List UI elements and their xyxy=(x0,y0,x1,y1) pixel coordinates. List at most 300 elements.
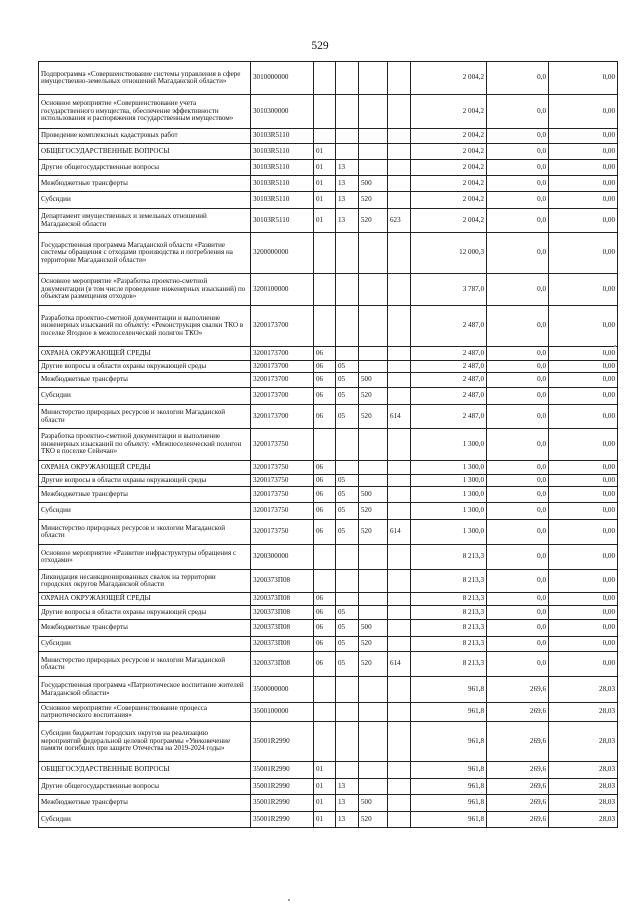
row-name: Другие общегосударственные вопросы xyxy=(39,160,251,176)
row-approved: 8 213,3 xyxy=(411,593,487,606)
row-percent: 28,03 xyxy=(549,779,618,795)
row-approved: 2 004,2 xyxy=(411,95,487,129)
table-row xyxy=(39,373,618,388)
row-percent: 0,00 xyxy=(549,274,618,306)
row-expense-type xyxy=(359,160,388,176)
row-executed: 269,6 xyxy=(487,795,549,812)
row-approved: 2 487,0 xyxy=(411,405,487,429)
row-approved: 2 004,2 xyxy=(411,176,487,192)
row-percent: 0,00 xyxy=(549,209,618,233)
row-section: 06 xyxy=(314,487,336,503)
row-section xyxy=(314,129,336,144)
row-subsection xyxy=(336,233,359,274)
row-grbs xyxy=(388,703,411,722)
row-name: Другие вопросы в области охраны окружающей среды xyxy=(39,361,251,373)
row-section: 01 xyxy=(314,779,336,795)
row-section: 06 xyxy=(314,361,336,373)
row-name: Субсидии xyxy=(39,192,251,209)
row-section: 01 xyxy=(314,160,336,176)
row-executed: 0,0 xyxy=(487,652,549,677)
row-grbs xyxy=(388,677,411,703)
row-percent: 0,00 xyxy=(549,520,618,545)
row-name: ОБЩЕГОСУДАРСТВЕННЫЕ ВОПРОСЫ xyxy=(39,762,251,779)
table-row xyxy=(39,722,618,762)
row-percent: 0,00 xyxy=(549,347,618,361)
row-code: 30103R5110 xyxy=(251,129,314,144)
row-code: 35001R2990 xyxy=(251,795,314,812)
row-expense-type: 520 xyxy=(359,652,388,677)
row-expense-type: 520 xyxy=(359,405,388,429)
row-grbs xyxy=(388,503,411,520)
row-grbs xyxy=(388,388,411,405)
row-subsection: 05 xyxy=(336,405,359,429)
row-grbs: 614 xyxy=(388,405,411,429)
row-section: 01 xyxy=(314,192,336,209)
row-approved: 961,8 xyxy=(411,703,487,722)
row-expense-type: 520 xyxy=(359,520,388,545)
row-executed: 0,0 xyxy=(487,160,549,176)
row-percent: 0,00 xyxy=(549,461,618,475)
row-percent: 0,00 xyxy=(549,545,618,570)
row-approved: 2 487,0 xyxy=(411,361,487,373)
row-expense-type: 500 xyxy=(359,795,388,812)
row-expense-type xyxy=(359,95,388,129)
row-approved: 12 000,3 xyxy=(411,233,487,274)
row-approved: 2 004,2 xyxy=(411,209,487,233)
row-code: 3200173750 xyxy=(251,487,314,503)
row-executed: 0,0 xyxy=(487,620,549,637)
row-subsection: 05 xyxy=(336,620,359,637)
table-row xyxy=(39,347,618,361)
row-name: Подпрограмма «Совершенствование системы управления в сфере имущественно-земельных отношений Магаданской области» xyxy=(39,62,251,95)
row-expense-type xyxy=(359,545,388,570)
row-name: Другие вопросы в области охраны окружающей среды xyxy=(39,606,251,620)
row-grbs xyxy=(388,487,411,503)
row-subsection xyxy=(336,62,359,95)
row-grbs xyxy=(388,461,411,475)
row-section xyxy=(314,233,336,274)
row-name: Государственная программа «Патриотическое воспитание жителей Магаданской области» xyxy=(39,677,251,703)
row-approved: 961,8 xyxy=(411,812,487,828)
row-grbs xyxy=(388,795,411,812)
row-expense-type: 520 xyxy=(359,388,388,405)
table-row xyxy=(39,620,618,637)
row-code: 30103R5110 xyxy=(251,192,314,209)
row-subsection: 05 xyxy=(336,503,359,520)
row-subsection xyxy=(336,129,359,144)
row-expense-type xyxy=(359,62,388,95)
row-approved: 961,8 xyxy=(411,762,487,779)
row-executed: 0,0 xyxy=(487,475,549,487)
row-executed: 0,0 xyxy=(487,347,549,361)
row-name: Основное мероприятие «Совершенствование процесса патриотического воспитания» xyxy=(39,703,251,722)
table-row xyxy=(39,361,618,373)
row-name: ОХРАНА ОКРУЖАЮЩЕЙ СРЕДЫ xyxy=(39,347,251,361)
row-grbs xyxy=(388,144,411,160)
row-expense-type xyxy=(359,593,388,606)
row-percent: 0,00 xyxy=(549,637,618,652)
row-approved: 1 300,0 xyxy=(411,520,487,545)
row-approved: 1 300,0 xyxy=(411,429,487,461)
row-subsection: 05 xyxy=(336,606,359,620)
row-code: 3200100000 xyxy=(251,274,314,306)
row-name: Межбюджетные трансферты xyxy=(39,795,251,812)
row-section: 06 xyxy=(314,593,336,606)
row-name: Субсидии бюджетам городских округов на реализацию мероприятий федеральной целевой программы «Увековечение памяти погибших при защите Отечества на 2019-2024 годы» xyxy=(39,722,251,762)
row-approved: 2 004,2 xyxy=(411,160,487,176)
row-subsection xyxy=(336,593,359,606)
row-approved: 2 004,2 xyxy=(411,129,487,144)
row-code: 3200373П08 xyxy=(251,570,314,593)
row-approved: 8 213,3 xyxy=(411,545,487,570)
table-row xyxy=(39,503,618,520)
row-code: 3200300000 xyxy=(251,545,314,570)
row-percent: 0,00 xyxy=(549,405,618,429)
row-subsection: 13 xyxy=(336,812,359,828)
row-code: 3200173750 xyxy=(251,503,314,520)
table-row xyxy=(39,762,618,779)
row-subsection xyxy=(336,306,359,347)
table-row xyxy=(39,461,618,475)
row-expense-type: 500 xyxy=(359,373,388,388)
row-expense-type xyxy=(359,703,388,722)
row-name: Основное мероприятие «Разработка проектно-сметной документации (в том числе проведение инженерных изысканий) по объектам размещения отходов» xyxy=(39,274,251,306)
row-code: 3200173700 xyxy=(251,347,314,361)
row-section xyxy=(314,306,336,347)
table-row xyxy=(39,475,618,487)
row-name: Субсидии xyxy=(39,637,251,652)
row-approved: 8 213,3 xyxy=(411,652,487,677)
table-row xyxy=(39,176,618,192)
scan-speck xyxy=(614,345,616,347)
row-percent: 0,00 xyxy=(549,95,618,129)
row-executed: 0,0 xyxy=(487,487,549,503)
row-expense-type xyxy=(359,606,388,620)
row-executed: 0,0 xyxy=(487,606,549,620)
row-grbs: 614 xyxy=(388,520,411,545)
row-percent: 0,00 xyxy=(549,652,618,677)
row-executed: 269,6 xyxy=(487,722,549,762)
row-grbs xyxy=(388,62,411,95)
row-approved: 961,8 xyxy=(411,722,487,762)
row-subsection xyxy=(336,703,359,722)
row-subsection xyxy=(336,429,359,461)
row-name: Разработка проектно-сметной документации и выполнение инженерных изысканий по объекту: «Реконструкция свалки ТКО в поселке Ягодное в межпоселенческий полигон ТКО» xyxy=(39,306,251,347)
table-row xyxy=(39,606,618,620)
row-section: 06 xyxy=(314,503,336,520)
row-percent: 28,03 xyxy=(549,762,618,779)
row-executed: 269,6 xyxy=(487,703,549,722)
table-row xyxy=(39,779,618,795)
row-name: Межбюджетные трансферты xyxy=(39,176,251,192)
row-grbs xyxy=(388,274,411,306)
table-row xyxy=(39,795,618,812)
row-executed: 0,0 xyxy=(487,95,549,129)
row-grbs xyxy=(388,429,411,461)
row-code: 35001R2990 xyxy=(251,722,314,762)
table-row xyxy=(39,812,618,828)
row-percent: 0,00 xyxy=(549,160,618,176)
row-name: Другие вопросы в области охраны окружающей среды xyxy=(39,475,251,487)
row-code: 30103R5110 xyxy=(251,176,314,192)
row-section xyxy=(314,677,336,703)
row-expense-type: 520 xyxy=(359,637,388,652)
row-subsection: 05 xyxy=(336,388,359,405)
budget-table xyxy=(38,61,618,828)
row-expense-type xyxy=(359,722,388,762)
row-code: 3200173750 xyxy=(251,429,314,461)
row-subsection xyxy=(336,274,359,306)
row-executed: 269,6 xyxy=(487,779,549,795)
row-name: Министерство природных ресурсов и экологии Магаданской области xyxy=(39,520,251,545)
table-body xyxy=(39,62,618,828)
row-section: 06 xyxy=(314,388,336,405)
row-subsection: 05 xyxy=(336,487,359,503)
table-row xyxy=(39,429,618,461)
row-grbs: 623 xyxy=(388,209,411,233)
table-row xyxy=(39,405,618,429)
row-executed: 0,0 xyxy=(487,176,549,192)
row-executed: 0,0 xyxy=(487,503,549,520)
row-approved: 2 487,0 xyxy=(411,347,487,361)
row-grbs xyxy=(388,192,411,209)
row-percent: 28,03 xyxy=(549,722,618,762)
row-approved: 2 004,2 xyxy=(411,62,487,95)
row-percent: 0,00 xyxy=(549,570,618,593)
row-code: 3200173700 xyxy=(251,388,314,405)
row-name: ОХРАНА ОКРУЖАЮЩЕЙ СРЕДЫ xyxy=(39,593,251,606)
row-percent: 0,00 xyxy=(549,593,618,606)
row-code: 3200373П08 xyxy=(251,620,314,637)
row-section: 06 xyxy=(314,461,336,475)
row-expense-type: 500 xyxy=(359,620,388,637)
row-percent: 28,03 xyxy=(549,812,618,828)
row-expense-type xyxy=(359,144,388,160)
row-section xyxy=(314,274,336,306)
row-name: Разработка проектно-сметной документации и выполнение инженерных изысканий по объекту: «Межпоселенческий полигон ТКО в поселке Сейнчан» xyxy=(39,429,251,461)
row-name: Другие общегосударственные вопросы xyxy=(39,779,251,795)
row-section: 01 xyxy=(314,762,336,779)
row-executed: 0,0 xyxy=(487,637,549,652)
row-subsection: 13 xyxy=(336,779,359,795)
row-subsection: 13 xyxy=(336,795,359,812)
row-approved: 961,8 xyxy=(411,677,487,703)
row-code: 3200173700 xyxy=(251,405,314,429)
table-row xyxy=(39,192,618,209)
row-section: 06 xyxy=(314,606,336,620)
table-row xyxy=(39,570,618,593)
row-expense-type xyxy=(359,570,388,593)
row-executed: 0,0 xyxy=(487,144,549,160)
row-percent: 0,00 xyxy=(549,361,618,373)
row-percent: 0,00 xyxy=(549,388,618,405)
row-subsection: 05 xyxy=(336,475,359,487)
row-grbs xyxy=(388,812,411,828)
row-percent: 0,00 xyxy=(549,606,618,620)
row-approved: 1 300,0 xyxy=(411,475,487,487)
row-subsection xyxy=(336,95,359,129)
row-approved: 2 487,0 xyxy=(411,388,487,405)
row-executed: 0,0 xyxy=(487,593,549,606)
row-grbs xyxy=(388,722,411,762)
row-grbs xyxy=(388,475,411,487)
table-row xyxy=(39,677,618,703)
row-name: Основное мероприятие «Развитие инфраструктуры обращения с отходами» xyxy=(39,545,251,570)
row-subsection xyxy=(336,545,359,570)
row-code: 35001R2990 xyxy=(251,762,314,779)
row-grbs xyxy=(388,306,411,347)
row-expense-type xyxy=(359,233,388,274)
row-approved: 8 213,3 xyxy=(411,620,487,637)
row-percent: 28,03 xyxy=(549,703,618,722)
row-grbs xyxy=(388,570,411,593)
row-section: 06 xyxy=(314,475,336,487)
row-approved: 8 213,3 xyxy=(411,637,487,652)
row-expense-type: 520 xyxy=(359,209,388,233)
row-approved: 8 213,3 xyxy=(411,606,487,620)
row-executed: 269,6 xyxy=(487,677,549,703)
row-code: 3200173700 xyxy=(251,306,314,347)
row-expense-type xyxy=(359,306,388,347)
row-percent: 0,00 xyxy=(549,233,618,274)
row-approved: 1 300,0 xyxy=(411,487,487,503)
row-approved: 2 487,0 xyxy=(411,306,487,347)
row-code: 3200173750 xyxy=(251,475,314,487)
row-expense-type xyxy=(359,429,388,461)
row-expense-type xyxy=(359,274,388,306)
row-code: 3200173700 xyxy=(251,373,314,388)
table-row xyxy=(39,274,618,306)
row-percent: 0,00 xyxy=(549,373,618,388)
row-grbs xyxy=(388,762,411,779)
row-subsection xyxy=(336,347,359,361)
row-percent: 0,00 xyxy=(549,620,618,637)
row-expense-type xyxy=(359,129,388,144)
row-name: Межбюджетные трансферты xyxy=(39,373,251,388)
row-expense-type: 500 xyxy=(359,487,388,503)
row-approved: 2 004,2 xyxy=(411,192,487,209)
row-name: Государственная программа Магаданской области «Развитие системы обращения с отходами производства и потребления на территории Магаданской области» xyxy=(39,233,251,274)
row-name: Ликвидация несанкционированных свалок на территории городских округов Магаданской области xyxy=(39,570,251,593)
row-approved: 8 213,3 xyxy=(411,570,487,593)
row-grbs xyxy=(388,620,411,637)
page-number: 529 xyxy=(311,40,329,52)
row-expense-type xyxy=(359,475,388,487)
row-percent: 0,00 xyxy=(549,475,618,487)
row-subsection xyxy=(336,722,359,762)
row-code: 3500000000 xyxy=(251,677,314,703)
row-executed: 0,0 xyxy=(487,209,549,233)
row-subsection: 05 xyxy=(336,361,359,373)
row-expense-type: 500 xyxy=(359,176,388,192)
row-section: 06 xyxy=(314,373,336,388)
row-percent: 0,00 xyxy=(549,62,618,95)
row-executed: 0,0 xyxy=(487,274,549,306)
row-approved: 2 004,2 xyxy=(411,144,487,160)
row-approved: 1 300,0 xyxy=(411,503,487,520)
row-code: 3200173750 xyxy=(251,520,314,545)
row-subsection: 05 xyxy=(336,373,359,388)
row-grbs xyxy=(388,779,411,795)
row-section: 06 xyxy=(314,652,336,677)
row-grbs xyxy=(388,129,411,144)
row-section: 01 xyxy=(314,176,336,192)
row-subsection: 05 xyxy=(336,637,359,652)
table-row xyxy=(39,637,618,652)
row-name: Субсидии xyxy=(39,388,251,405)
table-row xyxy=(39,209,618,233)
row-executed: 0,0 xyxy=(487,373,549,388)
table-row xyxy=(39,652,618,677)
row-expense-type: 520 xyxy=(359,812,388,828)
row-name: Межбюджетные трансферты xyxy=(39,487,251,503)
table-row xyxy=(39,129,618,144)
row-expense-type xyxy=(359,361,388,373)
row-approved: 3 787,0 xyxy=(411,274,487,306)
table-row xyxy=(39,703,618,722)
row-code: 3010000000 xyxy=(251,62,314,95)
row-section xyxy=(314,570,336,593)
row-section: 06 xyxy=(314,347,336,361)
row-section xyxy=(314,429,336,461)
row-code: 3010300000 xyxy=(251,95,314,129)
row-grbs xyxy=(388,160,411,176)
row-name: Основное мероприятие «Совершенствование учета государственного имущества, обеспечение эффективности использования и распоряжения государственным имуществом» xyxy=(39,95,251,129)
row-code: 3200173750 xyxy=(251,461,314,475)
row-grbs xyxy=(388,176,411,192)
row-subsection: 13 xyxy=(336,209,359,233)
row-executed: 269,6 xyxy=(487,762,549,779)
row-subsection xyxy=(336,570,359,593)
row-name: Субсидии xyxy=(39,503,251,520)
row-code: 3200373П08 xyxy=(251,593,314,606)
row-subsection xyxy=(336,144,359,160)
row-code: 35001R2990 xyxy=(251,779,314,795)
row-grbs xyxy=(388,361,411,373)
table-row xyxy=(39,593,618,606)
row-code: 3200373П08 xyxy=(251,606,314,620)
row-expense-type xyxy=(359,347,388,361)
row-percent: 0,00 xyxy=(549,487,618,503)
row-section xyxy=(314,95,336,129)
row-name: Министерство природных ресурсов и экологии Магаданской области xyxy=(39,405,251,429)
row-grbs: 614 xyxy=(388,652,411,677)
row-expense-type xyxy=(359,779,388,795)
row-executed: 0,0 xyxy=(487,129,549,144)
row-expense-type xyxy=(359,762,388,779)
row-executed: 0,0 xyxy=(487,361,549,373)
row-approved: 1 300,0 xyxy=(411,461,487,475)
row-subsection: 13 xyxy=(336,192,359,209)
row-executed: 0,0 xyxy=(487,570,549,593)
table-row xyxy=(39,545,618,570)
row-executed: 269,6 xyxy=(487,812,549,828)
row-code: 3200173700 xyxy=(251,361,314,373)
row-percent: 0,00 xyxy=(549,129,618,144)
row-code: 3200000000 xyxy=(251,233,314,274)
row-section xyxy=(314,62,336,95)
row-code: 3500100000 xyxy=(251,703,314,722)
row-section: 06 xyxy=(314,637,336,652)
row-subsection xyxy=(336,677,359,703)
row-section: 06 xyxy=(314,520,336,545)
row-subsection: 05 xyxy=(336,520,359,545)
row-grbs xyxy=(388,373,411,388)
row-section: 01 xyxy=(314,795,336,812)
row-grbs xyxy=(388,95,411,129)
scan-speck xyxy=(288,899,290,901)
row-expense-type xyxy=(359,677,388,703)
